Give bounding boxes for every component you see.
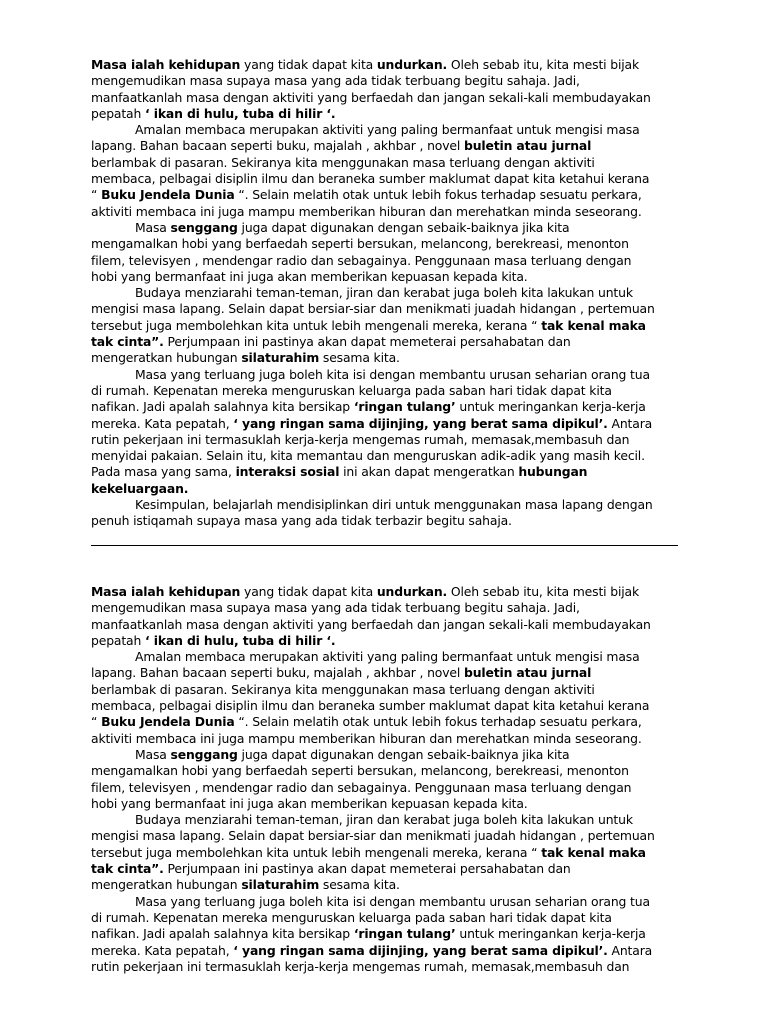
- text-run: mengamalkan hobi yang berfaedah seperti bersukan, melancong, berekreasi, menonton: [91, 236, 629, 252]
- text-run: manfaatkanlah masa dengan aktiviti yang berfaedah dan jangan sekali-kali membudayakan: [91, 89, 651, 105]
- text-line: [91, 796, 681, 812]
- text-run: Perjumpaan ini pastinya akan dapat memeterai persahabatan dan: [163, 334, 571, 350]
- text-line: [91, 682, 681, 698]
- text-run: rutin pekerjaan ini termasuklah kerja-kerja mengemas rumah, memasak,membasuh dan: [91, 958, 630, 974]
- text-line: [91, 698, 681, 714]
- text-line: [91, 763, 681, 779]
- text-run: Perjumpaan ini pastinya akan dapat memeterai persahabatan dan: [163, 861, 571, 877]
- text-line: [91, 432, 681, 448]
- text-line: [91, 285, 681, 301]
- text-line: [91, 665, 681, 681]
- bold-text: buletin atau jurnal: [463, 665, 592, 681]
- text-line: [91, 828, 681, 844]
- text-run: aktiviti membaca ini juga mampu memberikan hiburan dan merehatkan minda seseorang.: [91, 730, 642, 746]
- text-line: [91, 204, 681, 220]
- bold-text: tak cinta”.: [91, 334, 164, 350]
- essay-copy-2: [91, 584, 681, 975]
- text-run: mengeratkan hubungan: [91, 350, 242, 366]
- text-run: lapang. Bahan bacaan seperti buku, majalah , akhbar , novel: [91, 665, 464, 681]
- text-run: hobi yang bermanfaat ini juga akan memberikan kepuasan kepada kita.: [91, 795, 528, 811]
- bold-text: undurkan.: [376, 57, 448, 72]
- text-run: ini akan dapat mengeratkan: [339, 464, 519, 480]
- text-line: [91, 236, 681, 252]
- bold-text: senggang: [170, 219, 238, 235]
- text-run: pepatah: [91, 105, 145, 121]
- bold-text: ‘ yang ringan sama dijinjing, yang berat sama dipikul’.: [233, 415, 608, 431]
- bold-text: Masa ialah kehidupan: [91, 584, 241, 599]
- text-run: filem, televisyen , mendengar radio dan sebagainya. Penggunaan masa terluang dengan: [91, 252, 632, 268]
- text-line: [91, 649, 681, 665]
- text-line: [91, 399, 681, 415]
- text-run: untuk meringankan kerja-kerja: [455, 926, 646, 942]
- text-run: mengemudikan masa supaya masa yang ada tidak terbuang begitu sahaja. Jadi,: [91, 73, 580, 89]
- horizontal-divider: [91, 545, 678, 546]
- essay-copy-1: [91, 57, 681, 530]
- bold-text: undurkan.: [376, 584, 448, 599]
- bold-text: buletin atau jurnal: [463, 138, 592, 154]
- bold-text: Buku Jendela Dunia: [101, 187, 235, 203]
- text-run: yang tidak dapat kita: [240, 584, 377, 599]
- text-line: [91, 584, 681, 600]
- text-run: “. Selain melatih otak untuk lebih fokus terhadap sesuatu perkara,: [234, 187, 642, 203]
- text-line: [91, 780, 681, 796]
- bold-text: ‘ringan tulang’: [353, 926, 456, 942]
- bold-text: tak kenal maka: [541, 317, 646, 333]
- bold-text: ‘ ikan di hulu, tuba di hilir ‘.: [145, 632, 336, 648]
- text-line: [91, 497, 681, 513]
- text-run: berlambak di pasaran. Sekiranya kita menggunakan masa terluang dengan aktiviti: [91, 681, 595, 697]
- text-run: sesama kita.: [319, 877, 400, 893]
- text-line: [91, 633, 681, 649]
- text-line: [91, 894, 681, 910]
- bold-text: kekeluargaan.: [91, 480, 189, 496]
- text-run: berlambak di pasaran. Sekiranya kita menggunakan masa terluang dengan aktiviti: [91, 154, 595, 170]
- text-line: [91, 73, 681, 89]
- text-line: [91, 714, 681, 730]
- text-run: untuk meringankan kerja-kerja: [455, 399, 646, 415]
- text-line: [91, 334, 681, 350]
- text-run: Antara: [607, 942, 653, 958]
- text-line: [91, 464, 681, 480]
- text-line: [91, 812, 681, 828]
- bold-text: hubungan: [518, 464, 588, 480]
- text-run: juga dapat digunakan dengan sebaik-baiknya jika kita: [237, 219, 570, 235]
- bold-text: ‘ringan tulang’: [353, 399, 456, 415]
- text-line: [91, 269, 681, 285]
- text-run: nafikan. Jadi apalah salahnya kita bersikap: [91, 926, 354, 942]
- text-run: Oleh sebab itu, kita mesti bijak: [447, 584, 640, 599]
- text-line: [91, 301, 681, 317]
- text-line: [91, 416, 681, 432]
- text-line: [91, 910, 681, 926]
- bold-text: Masa ialah kehidupan: [91, 57, 241, 72]
- text-run: mereka. Kata pepatah,: [91, 415, 234, 431]
- text-line: [91, 57, 681, 73]
- text-line: [91, 959, 681, 975]
- text-run: menyidai pakaian. Selain itu, kita memantau dan menguruskan adik-adik yang masih kecil.: [91, 448, 645, 464]
- text-run: hobi yang bermanfaat ini juga akan memberikan kepuasan kepada kita.: [91, 268, 528, 284]
- text-run: penuh istiqamah supaya masa yang ada tidak terbazir begitu sahaja.: [91, 513, 512, 529]
- text-line: [91, 383, 681, 399]
- text-run: “. Selain melatih otak untuk lebih fokus terhadap sesuatu perkara,: [234, 714, 642, 730]
- text-run: mengemudikan masa supaya masa yang ada tidak terbuang begitu sahaja. Jadi,: [91, 600, 580, 616]
- text-run: yang tidak dapat kita: [240, 57, 377, 72]
- text-line: [91, 318, 681, 334]
- text-run: membaca, pelbagai disiplin ilmu dan beraneka sumber maklumat dapat kita ketahui kerana: [91, 171, 650, 187]
- text-line: [91, 350, 681, 366]
- bold-text: senggang: [170, 746, 238, 762]
- text-run: di rumah. Kepenatan mereka menguruskan keluarga pada saban hari tidak dapat kita: [91, 909, 612, 925]
- text-line: [91, 122, 681, 138]
- text-run: tersebut juga membolehkan kita untuk lebih mengenali mereka, kerana “: [91, 844, 542, 860]
- text-line: [91, 90, 681, 106]
- text-line: [91, 448, 681, 464]
- text-line: [91, 731, 681, 747]
- text-run: aktiviti membaca ini juga mampu memberikan hiburan dan merehatkan minda seseorang.: [91, 203, 642, 219]
- text-line: [91, 861, 681, 877]
- text-line: [91, 877, 681, 893]
- text-line: [91, 253, 681, 269]
- text-run: Kesimpulan, belajarlah mendisiplinkan diri untuk menggunakan masa lapang dengan: [135, 497, 653, 513]
- text-run: Oleh sebab itu, kita mesti bijak: [447, 57, 640, 72]
- bold-text: tak cinta”.: [91, 861, 164, 877]
- bold-text: Buku Jendela Dunia: [101, 714, 235, 730]
- text-run: Amalan membaca merupakan aktiviti yang paling bermanfaat untuk mengisi masa: [135, 649, 640, 665]
- text-run: mengisi masa lapang. Selain dapat bersiar-siar dan menikmati juadah hidangan , pertemuan: [91, 301, 655, 317]
- text-line: [91, 171, 681, 187]
- text-run: nafikan. Jadi apalah salahnya kita bersikap: [91, 399, 354, 415]
- text-line: [91, 845, 681, 861]
- bold-text: interaksi sosial: [235, 464, 340, 480]
- bold-text: ‘ yang ringan sama dijinjing, yang berat sama dipikul’.: [233, 942, 608, 958]
- text-run: membaca, pelbagai disiplin ilmu dan beraneka sumber maklumat dapat kita ketahui kerana: [91, 698, 650, 714]
- text-run: lapang. Bahan bacaan seperti buku, majalah , akhbar , novel: [91, 138, 464, 154]
- bold-text: ‘ ikan di hulu, tuba di hilir ‘.: [145, 105, 336, 121]
- text-line: [91, 481, 681, 497]
- text-run: Masa yang terluang juga boleh kita isi dengan membantu urusan seharian orang tua: [135, 893, 650, 909]
- text-line: [91, 617, 681, 633]
- bold-text: tak kenal maka: [541, 844, 646, 860]
- text-run: tersebut juga membolehkan kita untuk lebih mengenali mereka, kerana “: [91, 317, 542, 333]
- text-run: mengeratkan hubungan: [91, 877, 242, 893]
- text-line: [91, 747, 681, 763]
- text-run: filem, televisyen , mendengar radio dan sebagainya. Penggunaan masa terluang dengan: [91, 779, 632, 795]
- text-run: mengamalkan hobi yang berfaedah seperti bersukan, melancong, berekreasi, menonton: [91, 763, 629, 779]
- bold-text: silaturahim: [241, 350, 320, 366]
- text-run: “: [91, 187, 102, 203]
- text-run: rutin pekerjaan ini termasuklah kerja-kerja mengemas rumah, memasak,membasuh dan: [91, 431, 630, 447]
- text-run: sesama kita.: [319, 350, 400, 366]
- text-line: [91, 155, 681, 171]
- text-run: Budaya menziarahi teman-teman, jiran dan kerabat juga boleh kita lakukan untuk: [135, 812, 633, 828]
- text-line: [91, 600, 681, 616]
- text-run: Antara: [607, 415, 653, 431]
- text-line: [91, 926, 681, 942]
- text-run: pepatah: [91, 632, 145, 648]
- text-run: “: [91, 714, 102, 730]
- text-line: [91, 513, 681, 529]
- text-run: di rumah. Kepenatan mereka menguruskan keluarga pada saban hari tidak dapat kita: [91, 382, 612, 398]
- text-run: mereka. Kata pepatah,: [91, 942, 234, 958]
- text-run: Masa: [135, 219, 171, 235]
- text-line: [91, 187, 681, 203]
- text-run: Pada masa yang sama,: [91, 464, 236, 480]
- text-line: [91, 106, 681, 122]
- text-run: manfaatkanlah masa dengan aktiviti yang berfaedah dan jangan sekali-kali membudayakan: [91, 616, 651, 632]
- text-line: [91, 220, 681, 236]
- text-line: [91, 367, 681, 383]
- text-run: Budaya menziarahi teman-teman, jiran dan kerabat juga boleh kita lakukan untuk: [135, 285, 633, 301]
- text-line: [91, 943, 681, 959]
- text-run: mengisi masa lapang. Selain dapat bersiar-siar dan menikmati juadah hidangan , pertemuan: [91, 828, 655, 844]
- text-line: [91, 138, 681, 154]
- text-run: juga dapat digunakan dengan sebaik-baiknya jika kita: [237, 746, 570, 762]
- bold-text: silaturahim: [241, 877, 320, 893]
- text-run: Masa: [135, 746, 171, 762]
- text-run: Masa yang terluang juga boleh kita isi dengan membantu urusan seharian orang tua: [135, 366, 650, 382]
- text-run: Amalan membaca merupakan aktiviti yang paling bermanfaat untuk mengisi masa: [135, 122, 640, 138]
